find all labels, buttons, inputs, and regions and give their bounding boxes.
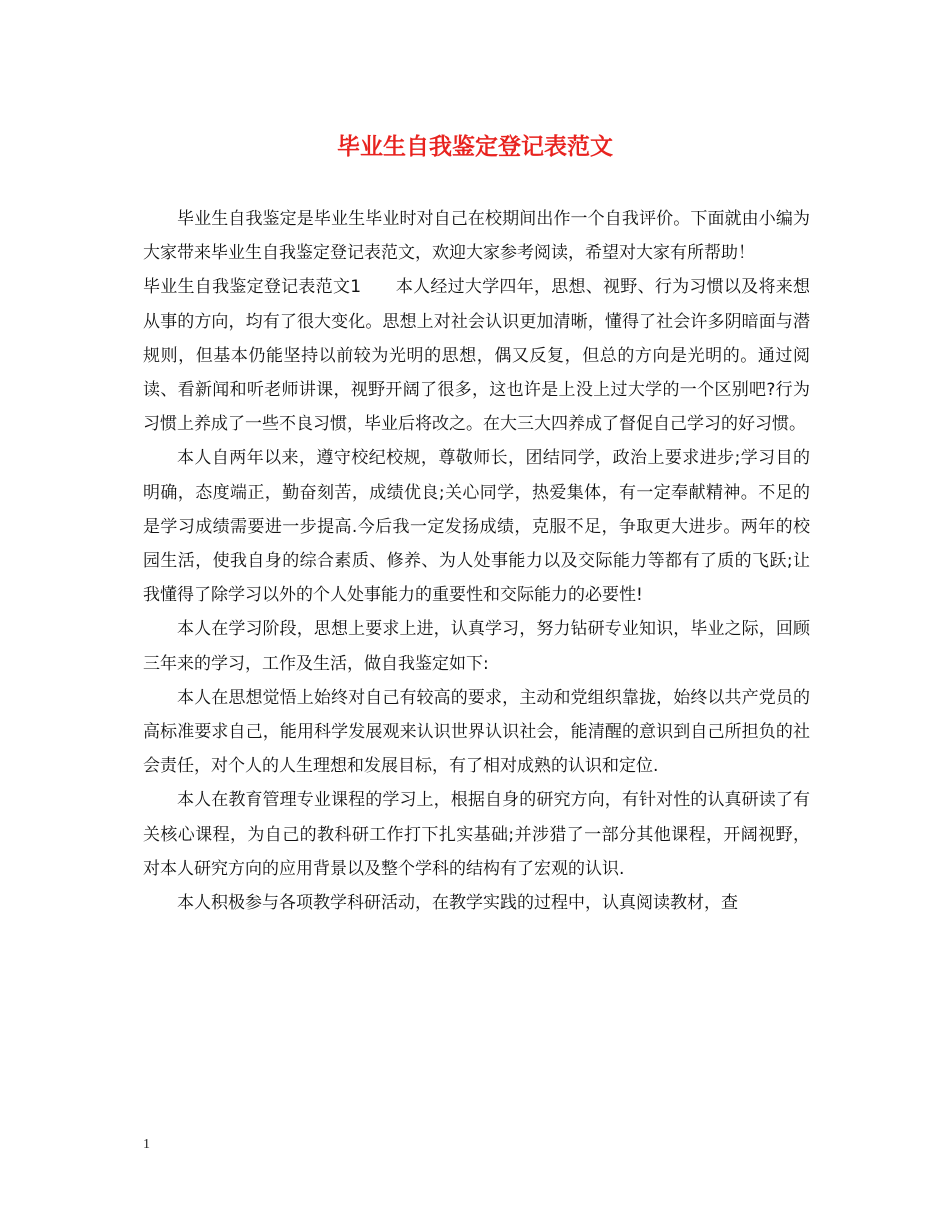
paragraph-sample-1: 毕业生自我鉴定登记表范文1 本人经过大学四年，思想、视野、行为习惯以及将来想从事的方向，均有了很大变化。思想上对社会认识更加清晰，懂得了社会许多阴暗面与潜规则，但基本仍能坚持以前较为光明的思想，偶又反复，但总的方向是光明的。通过阅读、看新闻和听老师讲课，视野开阔了很多，这也许是上没上过大学的一个区别吧?行为习惯上养成了一些不良习惯，毕业后将改之。在大三大四养成了督促自己学习的好习惯。 bbox=[143, 277, 810, 435]
page-number: 1 bbox=[143, 1137, 150, 1152]
paragraph-study-stage: 本人在学习阶段，思想上要求上进，认真学习，努力钻研专业知识，毕业之际，回顾三年来的学习，工作及生活，做自我鉴定如下: bbox=[143, 619, 810, 674]
paragraph-research: 本人积极参与各项教学科研活动，在教学实践的过程中，认真阅读教材，查 bbox=[177, 893, 738, 914]
document-body bbox=[143, 202, 810, 920]
paragraph-coursework: 本人在教育管理专业课程的学习上，根据自身的研究方向，有针对性的认真研读了有关核心课程，为自己的教科研工作打下扎实基础;并涉猎了一部分其他课程，开阔视野，对本人研究方向的应用背景以及整个学科的结构有了宏观的认识. bbox=[143, 790, 810, 879]
document-title: 毕业生自我鉴定登记表范文 bbox=[337, 134, 613, 160]
paragraph-ideology: 本人在思想觉悟上始终对自己有较高的要求，主动和党组织靠拢，始终以共产党员的高标准要求自己，能用科学发展观来认识世界认识社会，能清醒的意识到自己所担负的社会责任，对个人的人生理想和发展目标，有了相对成熟的认识和定位. bbox=[143, 687, 810, 777]
paragraph-conduct: 本人自两年以来，遵守校纪校规，尊敬师长，团结同学，政治上要求进步;学习目的明确，态度端正，勤奋刻苦，成绩优良;关心同学，热爱集体，有一定奉献精神。不足的是学习成绩需要进一步提高.今后我一定发扬成绩，克服不足，争取更大进步。两年的校园生活，使我自身的综合素质、修养、为人处事能力以及交际能力等都有了质的飞跃;让我懂得了除学习以外的个人处事能力的重要性和交际能力的必要性! bbox=[143, 448, 810, 606]
paragraph-intro: 毕业生自我鉴定是毕业生毕业时对自己在校期间出作一个自我评价。下面就由小编为大家带来毕业生自我鉴定登记表范文，欢迎大家参考阅读，希望对大家有所帮助！ bbox=[143, 209, 810, 264]
